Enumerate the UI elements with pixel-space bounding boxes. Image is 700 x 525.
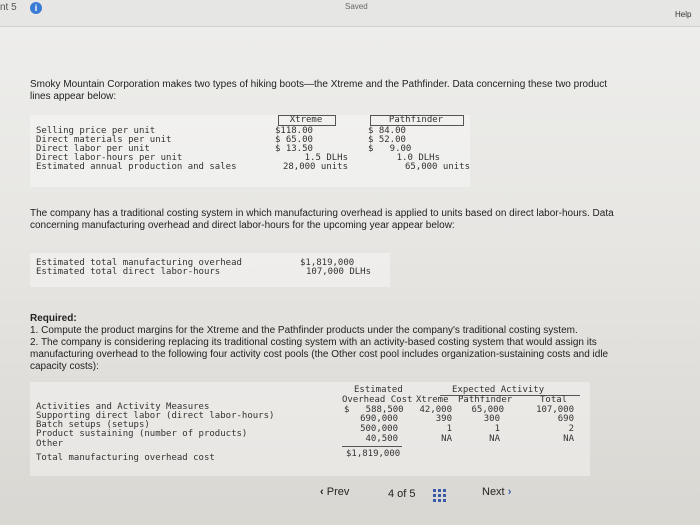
row-label: Direct materials per unit	[36, 135, 172, 145]
row-label: Estimated annual production and sales	[36, 162, 237, 172]
hdr-xtreme: Xtreme	[416, 395, 449, 405]
activity-xtreme: 42,000	[419, 405, 452, 415]
total-rule	[342, 446, 402, 447]
product-data-table	[30, 115, 470, 187]
activity-cost: 690,000	[360, 414, 398, 424]
total-label: Total manufacturing overhead cost	[36, 453, 215, 463]
costing-line-2: concerning manufacturing overhead and direct labor-hours for the upcoming year appear below:	[30, 220, 455, 231]
hdr-activities: Activities and Activity Measures	[36, 402, 210, 412]
xtreme-value: $ 13.50	[275, 144, 313, 154]
hdr-pathfinder: Pathfinder	[458, 395, 513, 405]
pathfinder-value: 1.0 DLHs	[396, 153, 440, 163]
activity-xtreme: NA	[441, 434, 452, 444]
activity-pathfinder: 1	[494, 424, 500, 434]
activity-total: NA	[563, 434, 574, 444]
activity-label: Batch setups (setups)	[36, 420, 150, 430]
costing-paragraph	[30, 208, 614, 232]
xtreme-value: 28,000 units	[282, 162, 348, 172]
next-label: Next	[482, 486, 505, 498]
chevron-left-icon: ‹	[320, 486, 324, 498]
activity-cost: 500,000	[360, 424, 398, 434]
intro-line-2: lines appear below:	[30, 91, 117, 102]
xtreme-value: $ 65.00	[275, 135, 313, 145]
required-section	[30, 313, 608, 373]
costing-line-1: The company has a traditional costing system in which manufacturing overhead is applied to units based on direct labor-hours. Data	[30, 208, 614, 219]
hdr-total: Total	[540, 395, 568, 405]
estimate-label: Estimated total direct labor-hours	[36, 267, 221, 277]
required-line-2: 2. The company is considering replacing its traditional costing system with an activity-based costing system that would assign its	[30, 337, 597, 348]
activity-total: 2	[568, 424, 574, 434]
intro-paragraph	[30, 79, 607, 103]
activity-total: 107,000	[536, 405, 574, 415]
next-button[interactable]	[482, 486, 511, 498]
activity-pathfinder: 65,000	[471, 405, 504, 415]
pathfinder-value: $ 9.00	[368, 144, 412, 154]
required-heading: Required:	[30, 313, 77, 324]
xtreme-value: 1.5 DLHs	[304, 153, 348, 163]
grid-icon[interactable]	[433, 489, 446, 502]
top-bar	[0, 0, 700, 27]
pathfinder-value: $ 52.00	[368, 135, 406, 145]
activity-label: Supporting direct labor (direct labor-hours)	[36, 411, 275, 421]
estimate-label: Estimated total manufacturing overhead	[36, 258, 242, 268]
activity-label: Other	[36, 439, 64, 449]
hdr-estimated: Estimated	[354, 385, 403, 395]
activity-label: Product sustaining (number of products)	[36, 429, 248, 439]
activity-pathfinder: 300	[483, 414, 500, 424]
activity-pathfinder: NA	[489, 434, 500, 444]
row-label: Selling price per unit	[36, 126, 156, 136]
page-indicator: 4 of 5	[388, 488, 416, 500]
prev-label: Prev	[326, 486, 350, 498]
help-link[interactable]: Help	[675, 10, 692, 19]
pathfinder-value: 65,000 units	[404, 162, 470, 172]
prev-button[interactable]	[320, 486, 349, 498]
row-label: Direct labor-hours per unit	[36, 153, 183, 163]
part-tab-label[interactable]: nt 5	[0, 2, 17, 13]
activity-xtreme: 1	[446, 424, 452, 434]
saved-status: Saved	[345, 2, 368, 11]
required-line-1: 1. Compute the product margins for the Xtreme and the Pathfinder products under the company's traditional costing system.	[30, 325, 578, 336]
col-header-xtreme: Xtreme	[289, 115, 323, 125]
activity-total: 690	[557, 414, 574, 424]
hdr-overhead-cost: Overhead Cost	[342, 395, 413, 405]
overhead-estimate-table	[30, 253, 390, 287]
pathfinder-value: $ 84.00	[368, 126, 406, 136]
chevron-right-icon: ›	[507, 486, 512, 498]
estimate-value: $1,819,000	[300, 258, 355, 268]
required-line-4: capacity costs):	[30, 361, 99, 372]
total-cost: $1,819,000	[346, 449, 401, 459]
xtreme-value: $118.00	[275, 126, 313, 136]
info-icon[interactable]: i	[30, 2, 42, 14]
row-label: Direct labor per unit	[36, 144, 150, 154]
estimate-value: 107,000 DLHs	[306, 267, 372, 277]
activity-cost: 40,500	[365, 434, 398, 444]
activity-cost-pool-table	[30, 382, 590, 476]
activity-xtreme: 390	[435, 414, 452, 424]
hdr-expected-activity: Expected Activity	[452, 385, 545, 395]
intro-line-1: Smoky Mountain Corporation makes two types of hiking boots—the Xtreme and the Pathfinder. Data concerning these two product	[30, 79, 607, 90]
activity-cost: $ 588,500	[344, 405, 404, 415]
required-line-3: manufacturing overhead to the following four activity cost pools (the Other cost pool includes organization-sustaining costs and idle	[30, 349, 609, 360]
col-header-pathfinder: Pathfinder	[388, 115, 444, 125]
